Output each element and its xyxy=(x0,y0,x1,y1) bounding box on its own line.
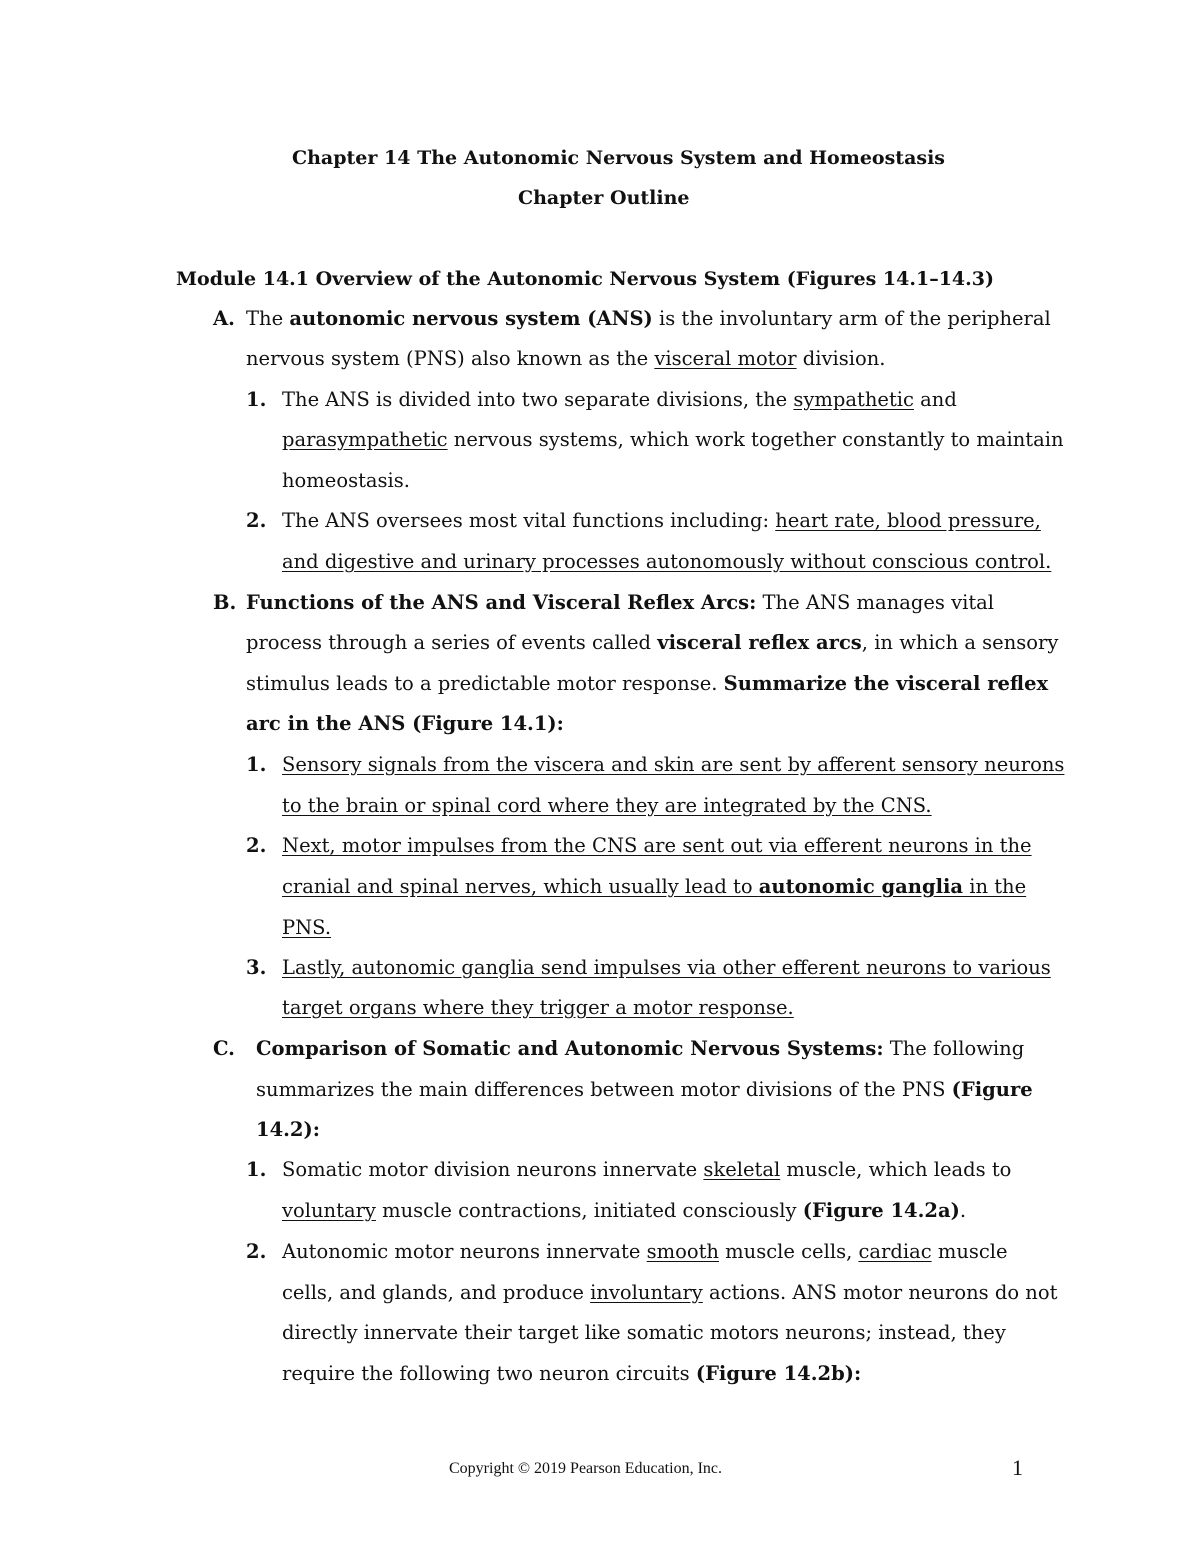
underlined-text: and digestive and urinary processes autonomously without conscious control. xyxy=(282,550,1052,573)
text: . xyxy=(959,1199,967,1222)
figure-ref: (Figure 14.2b): xyxy=(695,1362,862,1385)
underlined-text: Lastly, autonomic ganglia send impulses via other efferent neurons to various xyxy=(282,956,1051,979)
underlined-term: sympathetic xyxy=(793,388,914,411)
a-item-2-marker: 2. xyxy=(246,509,267,532)
a-item-1-line-3: homeostasis. xyxy=(282,469,410,492)
figure-ref: 14.2): xyxy=(256,1118,320,1141)
text: muscle contractions, initiated consciously xyxy=(375,1199,803,1222)
bold-heading: Comparison of Somatic and Autonomic Nervous Systems: xyxy=(256,1037,884,1060)
text: is the involuntary arm of the peripheral xyxy=(652,307,1051,330)
section-b-line-2 xyxy=(246,623,1058,663)
text: Autonomic motor neurons innervate xyxy=(282,1240,647,1263)
text: actions. ANS motor neurons do not xyxy=(702,1281,1058,1304)
section-a-marker: A. xyxy=(213,307,235,330)
underlined-text: heart rate, blood pressure, xyxy=(775,509,1041,532)
text: summarizes the main differences between motor divisions of the PNS xyxy=(256,1078,952,1101)
text: , in which a sensory xyxy=(861,631,1059,654)
module-heading: Module 14.1 Overview of the Autonomic Nervous System (Figures 14.1–14.3) xyxy=(176,268,994,290)
section-b-line-3 xyxy=(246,664,1048,704)
section-b-line-1 xyxy=(246,583,994,623)
c-item-2-line-2 xyxy=(282,1273,1057,1313)
text: The ANS manages vital xyxy=(756,591,995,614)
b-item-2-marker: 2. xyxy=(246,834,267,857)
page-number: 1 xyxy=(1012,1455,1023,1480)
a-item-1-line-2 xyxy=(282,420,1064,460)
c-item-2-marker: 2. xyxy=(246,1240,267,1263)
figure-ref: (Figure xyxy=(951,1078,1033,1101)
chapter-subtitle: Chapter Outline xyxy=(518,187,690,209)
text: The ANS is divided into two separate divisions, the xyxy=(282,388,794,411)
text: nervous systems, which work together constantly to maintain xyxy=(447,428,1064,451)
section-c-line-1 xyxy=(256,1029,1024,1069)
text: cells, and glands, and produce xyxy=(282,1281,591,1304)
underlined-text: target organs where they trigger a motor response. xyxy=(282,996,794,1019)
underlined-term: smooth xyxy=(646,1240,719,1263)
underlined-term: voluntary xyxy=(282,1199,376,1222)
c-item-1-line-1 xyxy=(282,1150,1011,1190)
underlined-text: cranial and spinal nerves, which usually lead to xyxy=(282,875,759,898)
a-item-1-marker: 1. xyxy=(246,388,267,411)
a-item-2-line-2 xyxy=(282,542,1051,582)
b-item-1-line-2 xyxy=(282,786,932,826)
bold-heading: Functions of the ANS and Visceral Reflex Arcs: xyxy=(246,591,757,614)
text: division. xyxy=(796,347,886,370)
b-item-3-marker: 3. xyxy=(246,956,267,979)
figure-ref: (Figure 14.2a) xyxy=(802,1199,960,1222)
underlined-text: Sensory signals from the viscera and skin are sent by afferent sensory neurons xyxy=(282,753,1065,776)
b-item-2-line-2 xyxy=(282,867,1026,907)
text: require the following two neuron circuits xyxy=(282,1362,696,1385)
bold-prompt: Summarize the visceral reflex xyxy=(723,672,1049,695)
b-item-1-line-1 xyxy=(282,745,1064,785)
bold-term: visceral reflex arcs xyxy=(657,631,862,654)
c-item-2-line-3: directly innervate their target like somatic motors neurons; instead, they xyxy=(282,1321,1006,1344)
text: Somatic motor division neurons innervate xyxy=(282,1158,704,1181)
b-item-2-line-1 xyxy=(282,826,1032,866)
underlined-text: PNS. xyxy=(282,916,332,939)
a-item-1-line-1 xyxy=(282,380,957,420)
section-a-line-2 xyxy=(246,339,886,379)
b-item-2-line-3 xyxy=(282,908,331,948)
b-item-3-line-2 xyxy=(282,988,794,1028)
underlined-text: Next, motor impulses from the CNS are sent out via efferent neurons in the xyxy=(282,834,1032,857)
underlined-text: in the xyxy=(963,875,1027,898)
text: process through a series of events called xyxy=(246,631,658,654)
section-b-marker: B. xyxy=(213,591,237,614)
section-c-marker: C. xyxy=(213,1037,235,1060)
text: nervous system (PNS) also known as the xyxy=(246,347,655,370)
c-item-1-line-2 xyxy=(282,1191,966,1231)
text: muscle, which leads to xyxy=(780,1158,1012,1181)
section-a-line-1 xyxy=(246,299,1051,339)
text: and xyxy=(913,388,957,411)
copyright-footer: Copyright © 2019 Pearson Education, Inc. xyxy=(449,1460,722,1477)
section-b-line-4 xyxy=(246,704,564,744)
underlined-term: visceral motor xyxy=(654,347,797,370)
c-item-1-marker: 1. xyxy=(246,1158,267,1181)
section-c-line-3 xyxy=(256,1110,320,1150)
chapter-title: Chapter 14 The Autonomic Nervous System and Homeostasis xyxy=(292,147,945,169)
a-item-2-line-1 xyxy=(282,501,1041,541)
b-item-3-line-1 xyxy=(282,948,1051,988)
text: muscle xyxy=(931,1240,1008,1263)
underlined-term: cardiac xyxy=(858,1240,932,1263)
underlined-text: to the brain or spinal cord where they are integrated by the CNS. xyxy=(282,794,932,817)
section-c-line-2 xyxy=(256,1070,1033,1110)
c-item-2-line-4 xyxy=(282,1354,861,1394)
text: muscle cells, xyxy=(718,1240,859,1263)
text: The following xyxy=(883,1037,1025,1060)
text: stimulus leads to a predictable motor response. xyxy=(246,672,724,695)
term-ans: autonomic nervous system (ANS) xyxy=(289,307,653,330)
b-item-1-marker: 1. xyxy=(246,753,267,776)
text: The ANS oversees most vital functions including: xyxy=(282,509,776,532)
bold-prompt: arc in the ANS (Figure 14.1): xyxy=(246,712,564,735)
c-item-2-line-1 xyxy=(282,1232,1008,1272)
underlined-term: parasympathetic xyxy=(282,428,448,451)
underlined-term: skeletal xyxy=(703,1158,781,1181)
underlined-term: involuntary xyxy=(590,1281,703,1304)
bold-term: autonomic ganglia xyxy=(758,875,964,898)
text: The xyxy=(246,307,290,330)
